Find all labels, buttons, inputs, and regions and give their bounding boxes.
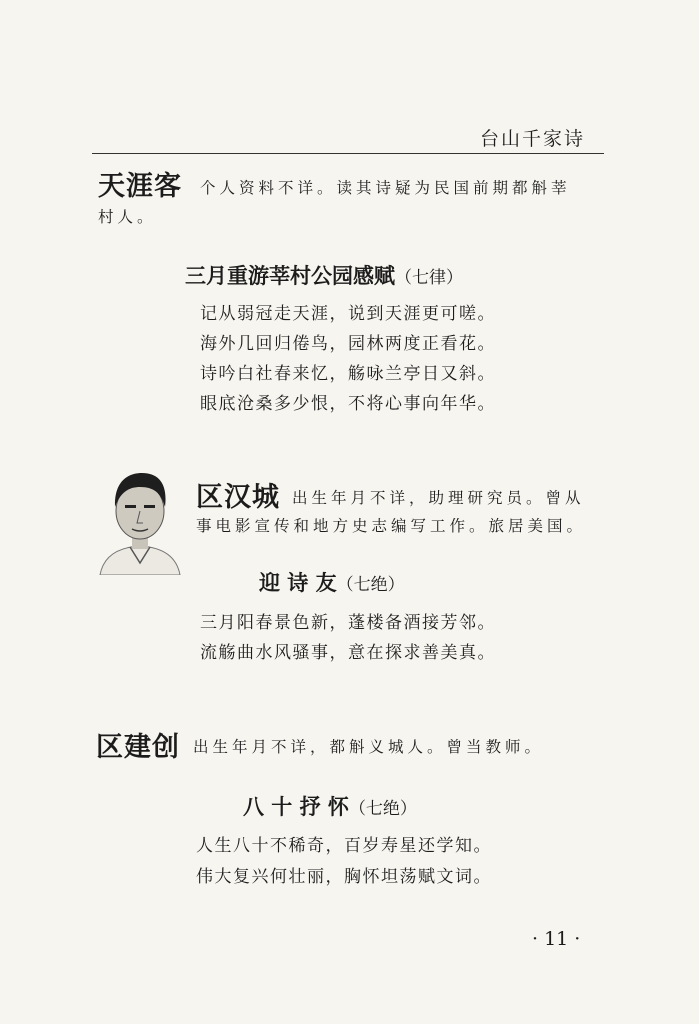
poem-line: 伟大复兴何壮丽，胸怀坦荡赋文词。 — [196, 867, 492, 887]
poem-title-1 — [185, 260, 463, 290]
poem-form: （七律） — [395, 268, 463, 288]
page-number: · 11 · — [532, 928, 581, 950]
poem-title-3 — [243, 791, 417, 821]
poet-bio-tianyake-line2: 村人。 — [98, 208, 157, 226]
poem-line: 流觞曲水风骚事，意在探求善美真。 — [200, 643, 496, 663]
poem-line: 海外几回归倦鸟，园林两度正看花。 — [200, 334, 496, 354]
poet-name-ouhancheng: 区汉城 — [196, 482, 280, 513]
poet-bio-ouhancheng-line2: 事电影宣传和地方史志编写工作。旅居美国。 — [196, 517, 587, 535]
poem-line: 眼底沧桑多少恨，不将心事向年华。 — [200, 394, 496, 414]
poet-portrait-photo — [98, 463, 182, 575]
poem-line: 记从弱冠走天涯，说到天涯更可嗟。 — [200, 304, 496, 324]
poet-bio-oujianchuang: 出生年月不详，都斛义城人。曾当教师。 — [193, 738, 545, 756]
running-head: 台山千家诗 — [480, 128, 586, 150]
poem-title-text: 迎 诗 友 — [259, 570, 337, 595]
poem-form: （七绝） — [336, 575, 405, 595]
poet-name-oujianchuang: 区建创 — [96, 732, 180, 763]
poem-line: 人生八十不稀奇，百岁寿星还学知。 — [196, 836, 492, 856]
poem-line: 诗吟白社春来忆，觞咏兰亭日又斜。 — [200, 364, 496, 384]
poem-title-text: 八 十 抒 怀 — [243, 794, 349, 819]
poet-bio-tianyake-line1: 个人资料不详。读其诗疑为民国前期都斛莘 — [200, 179, 571, 197]
poem-title-text: 三月重游莘村公园感赋 — [185, 263, 395, 288]
poet-name-tianyake: 天涯客 — [98, 171, 182, 202]
poem-line: 三月阳春景色新，蓬楼备酒接芳邻。 — [200, 613, 496, 633]
header-rule — [92, 153, 604, 154]
poet-bio-ouhancheng-line1: 出生年月不详，助理研究员。曾从 — [292, 489, 585, 507]
poem-form: （七绝） — [348, 799, 417, 819]
poem-title-2 — [259, 567, 405, 597]
